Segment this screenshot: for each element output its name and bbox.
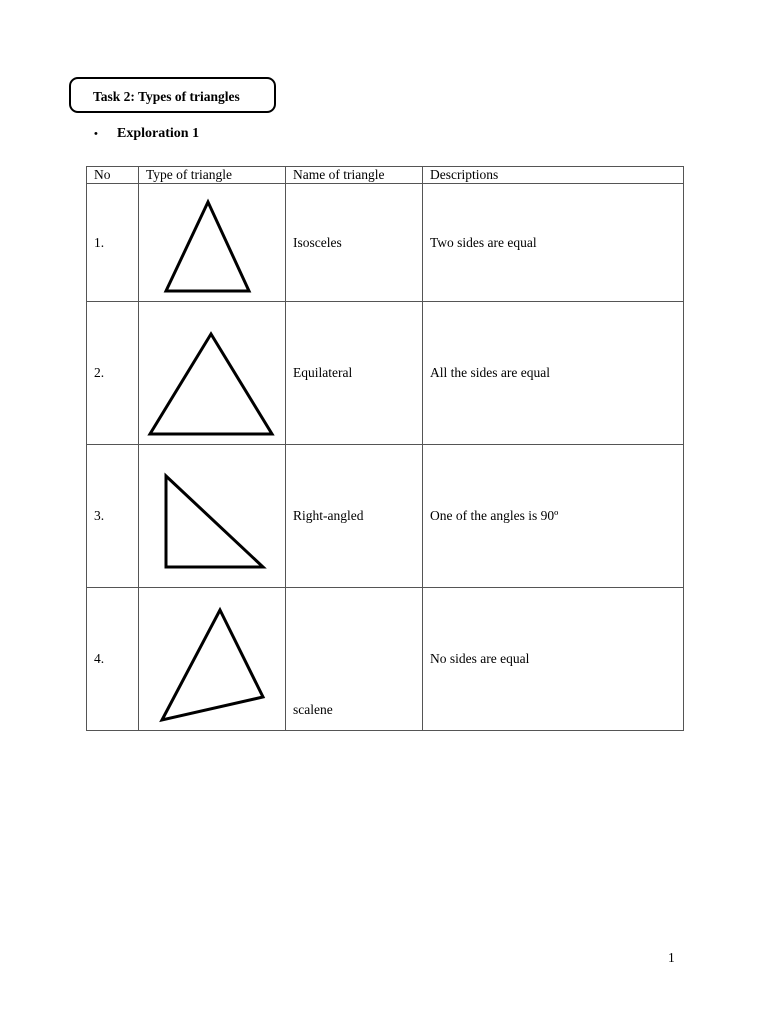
header-descriptions: Descriptions [423, 167, 684, 184]
right-angled-triangle-icon [139, 445, 286, 587]
shape-cell [139, 445, 286, 588]
task-title: Task 2: Types of triangles [93, 89, 240, 104]
isosceles-triangle-icon [139, 184, 286, 301]
table-header-row [87, 167, 684, 184]
triangle-name: Equilateral [286, 302, 423, 445]
table-row [87, 184, 684, 302]
shape-cell [139, 588, 286, 731]
table-row [87, 302, 684, 445]
table-row [87, 445, 684, 588]
exploration-title: Exploration 1 [117, 126, 200, 141]
triangle-name: Right-angled [286, 445, 423, 588]
triangle-name-cell [286, 588, 423, 731]
triangle-name: Isosceles [286, 184, 423, 302]
triangle-description: Two sides are equal [423, 184, 684, 302]
shape-cell [139, 184, 286, 302]
equilateral-triangle-icon [139, 302, 286, 444]
triangle-description: One of the angles is 90º [423, 445, 684, 588]
table-row [87, 588, 684, 731]
triangle-types-table [86, 166, 684, 731]
scalene-triangle-icon [139, 588, 286, 730]
triangle-description: No sides are equal [423, 588, 684, 731]
task-title-box [69, 77, 276, 113]
row-number: 1. [87, 184, 139, 302]
header-name: Name of triangle [286, 167, 423, 184]
triangle-name: scalene [293, 702, 333, 717]
triangle-description: All the sides are equal [423, 302, 684, 445]
exploration-heading [94, 126, 199, 142]
row-number: 3. [87, 445, 139, 588]
header-no: No [87, 167, 139, 184]
header-type: Type of triangle [139, 167, 286, 184]
row-number: 2. [87, 302, 139, 445]
row-number: 4. [87, 588, 139, 731]
bullet-icon: • [94, 128, 98, 140]
shape-cell [139, 302, 286, 445]
page-number: 1 [668, 950, 675, 965]
